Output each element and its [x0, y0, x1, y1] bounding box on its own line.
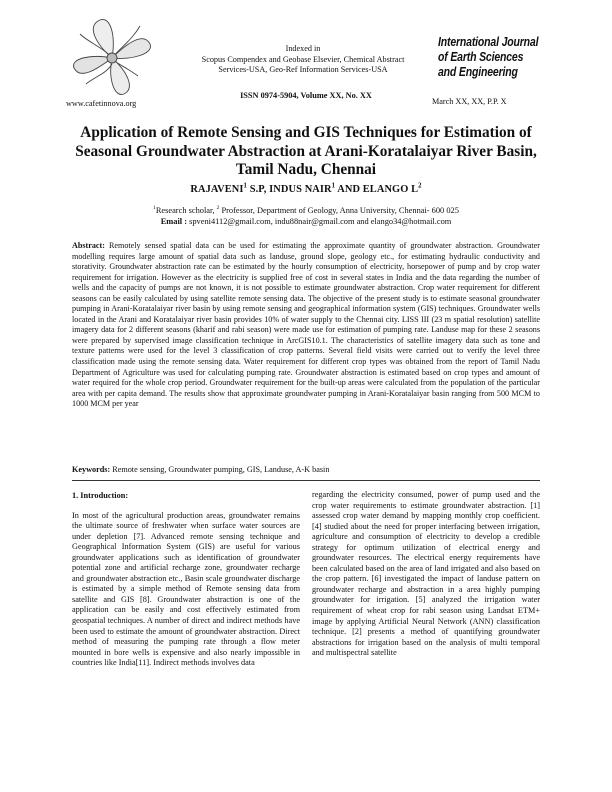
- indexing-info: [172, 44, 434, 76]
- journal-logo: [66, 14, 158, 100]
- website-url[interactable]: www.cafetinnova.org: [66, 99, 137, 108]
- journal-title-line: International Journal: [438, 35, 539, 49]
- author-affil-mark: 1: [243, 182, 247, 190]
- affil-text: Professor, Department of Geology, Anna University, Chennai- 600 025: [219, 206, 459, 215]
- author-affil-mark: 2: [418, 182, 422, 190]
- indexed-line: Services-USA, Geo-Ref Information Services-USA: [218, 65, 388, 75]
- email-line: [60, 217, 552, 228]
- page-header: [0, 0, 612, 112]
- section-divider: [72, 480, 540, 481]
- affil-mark: 2: [216, 205, 220, 212]
- keywords-label: Keywords:: [72, 465, 111, 474]
- author-name: S.P, INDUS NAIR: [247, 184, 332, 195]
- email-label: Email :: [160, 216, 190, 226]
- author-name: AND ELANGO L: [335, 184, 419, 195]
- affil-mark: 1: [153, 205, 156, 212]
- author-affil-mark: 1: [331, 182, 336, 190]
- abstract-label: Abstract:: [72, 241, 105, 250]
- issn-volume: ISSN 0974-5904, Volume XX, No. XX: [240, 91, 372, 100]
- email-addresses[interactable]: spveni4112@gmail.com, indu88nair@gmail.com and elango34@hotmail.com: [189, 216, 452, 226]
- affiliation: [60, 206, 552, 227]
- indexed-line: Scopus Compendex and Geobase Elsevier, Chemical Abstract: [201, 54, 405, 64]
- section-heading-introduction: 1. Introduction:: [72, 491, 129, 500]
- journal-title: [438, 35, 538, 80]
- issue-date: March XX, XX, P.P. X: [432, 97, 507, 106]
- author-name: RAJAVENI: [190, 184, 244, 195]
- paper-title: Application of Remote Sensing and GIS Techniques for Estimation of Seasonal Groundwater Abstraction at Arani-Koratalaiyar River Basin, Tamil Nadu, Chennai: [75, 124, 537, 179]
- affil-text: Research scholar,: [155, 206, 217, 215]
- right-column: [312, 490, 540, 659]
- abstract: [72, 241, 540, 410]
- journal-title-line: of Earth Sciences: [438, 50, 524, 64]
- keywords-text: Remote sensing, Groundwater pumping, GIS, Landuse, A-K basin: [110, 465, 330, 474]
- journal-title-line: and Engineering: [438, 65, 518, 79]
- indexed-line: Indexed in: [285, 44, 321, 53]
- affiliation-line: [60, 206, 552, 217]
- intro-paragraph-left: In most of the agricultural production areas, groundwater remains the ultimate source of freshwater when surface water sources are under depletion [7]. Advanced remote sensing technique and Geographical Information System (GIS) are useful for various groundwater applications such as identification of groundwater potential zone and artificial recharge zone, groundwater recharge and groundwater abstraction etc., Basin scale groundwater discharge is estimated by a simple method of Remote sensing data from satellite and GIS [8]. Groundwater abstraction is one of the application can be easily and cost effectively estimated from geospatial techniques. A number of direct and indirect methods have been used to estimate the amount of groundwater abstraction. Direct method of measuring the pumping rate through a flow meter mounted in bore wells is expensive and also nearly impossible in countries like India[11]. Indirect methods involves data: [72, 510, 300, 668]
- keywords: [72, 465, 540, 474]
- author-list: [60, 184, 552, 195]
- intro-paragraph-right: regarding the electricity consumed, power of pump used and the crop water requirements to estimate groundwater abstraction. [1] assessed crop water demand by mapping monthly crop coefficient. [4] studied about the need for proper interfacing between irrigation, agriculture and consumption of electricity to develop a credible strategy for optimum utilization of electrical energy and groundwater resources. The electrical energy requirements have been calculated based on the area of land irrigated and also based on the crop pattern. [6] investigated the impact of landuse pattern on groundwater recharge and abstraction in a area highly pumping groundwater for irrigation. [5] analyzed the irrigation water requirement of wheat crop for rabi season using Landsat ETM+ image by applying Artificial Neural Network (ANN) classification technique. [2] presents a method of quantifying groundwater abstractions for irrigation based on the analysis of multi temporal and multispectral satellite: [312, 490, 540, 658]
- left-column: [72, 491, 300, 669]
- abstract-text: Remotely sensed spatial data can be used for estimating the approximate quantity of groundwater abstraction. Groundwater modelling requires large amount of spatial data such as landuse, ground slope, geology etc., for estimating hydraulic conductivity and storativity. Groundwater abstraction rate can be estimated by the hourly consumption of electricity, horsepower of pump and by crop water requirement for irrigation. However as the electricity is supplied free of cost in several states in India and the data regarding the number of wells and the capacity of pumps are not known, it is not possible to estimate groundwater abstraction. Crop water requirement for different seasons can be easily calculated by using satellite remote sensing data. The objective of the present study is to estimate seasonal groundwater pumping in Arani-Koratalaiyar river basin by using remote sensing and geographical information system (GIS) techniques. Groundwater wells located in the Arani and Koratalaiyar river basin provides 10% of water supply to the Chennai city. LISS III (23 m spatial resolution) satellite imagery data for 2 different seasons (kharif and rabi season) were made use for estimation of pumping rate. Landuse map for these 2 seasons were prepared by supervised image classification technique in ArcGIS10.1. The characteristics of satellite imagery data such as tone and texture patterns were used for the level 3 classification of crop patterns. Several field visits were carried out to verify the level three classification made using the remote sensing data. Water requirement for different crop types was obtained from the report of Tamil Nadu Department of Agriculture was used for calculating pumping rate. Groundwater abstraction is estimated based on crop types and amount of water required for the whole crop period. Groundwater requirement for the built-up areas were calculated from the population of the particular area with per capita demand. The results show that approximate groundwater pumping in Arani-Koratalaiyar basin ranging from 500 MCM to 1000 MCM per year: [72, 241, 540, 409]
